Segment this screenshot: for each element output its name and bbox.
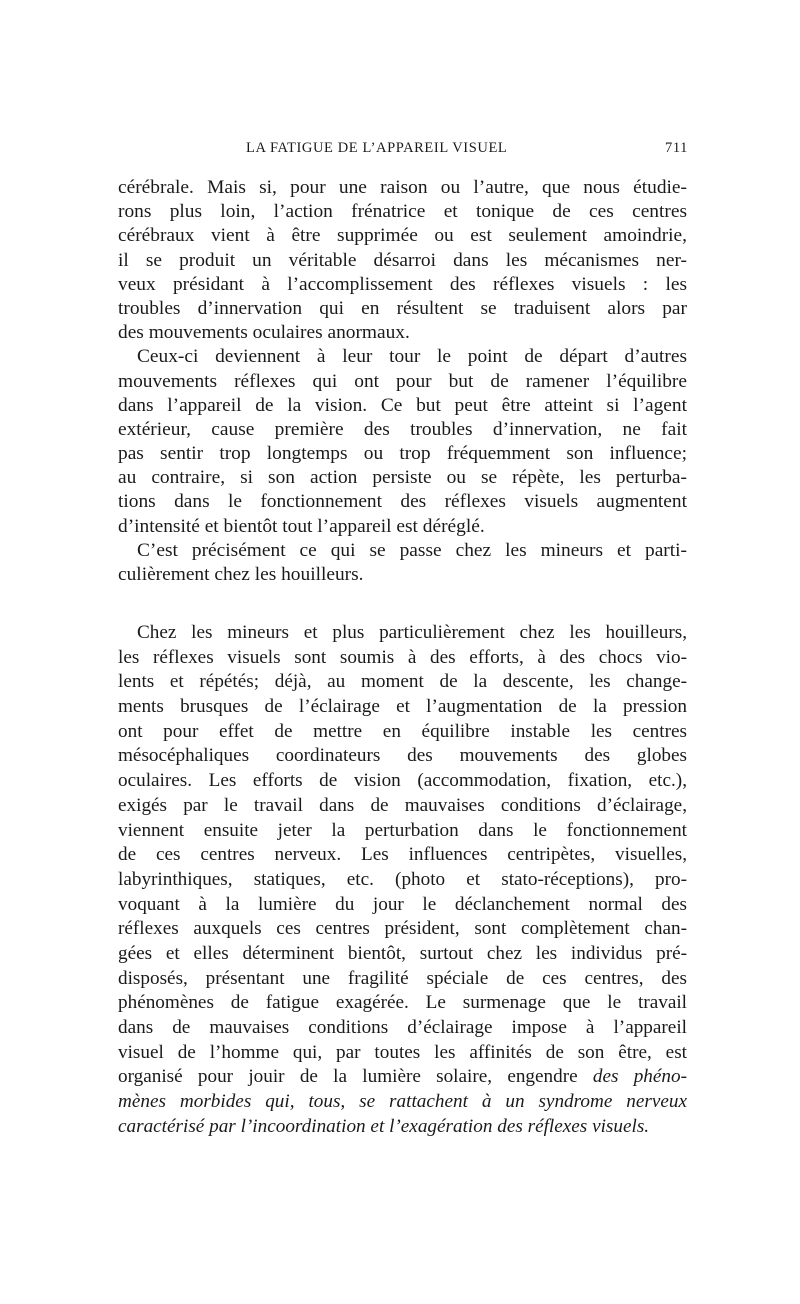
text-line-with-italic-tail [118,1065,687,1090]
text-line: labyrinthiques, statiques, etc. (photo et stato-réceptions), pro- [118,868,687,890]
paragraph-block-1 [118,176,687,587]
text-line: ont pour effet de mettre en équilibre instable les centres [118,720,687,742]
text-line: mouvements réflexes qui ont pour but de ramener l’équilibre [118,370,687,392]
text-line: rons plus loin, l’action frénatrice et tonique de ces centres [118,201,687,223]
text-line: au contraire, si son action persiste ou se répète, les perturba- [118,467,687,489]
text-line: dans l’appareil de la vision. Ce but peut être atteint si l’agent [118,394,687,416]
text-line: réflexes auxquels ces centres président, sont complètement chan- [118,918,687,940]
text-line: tions dans le fonctionnement des réflexes visuels augmentent [118,491,687,513]
text-line: C’est précisément ce qui se passe chez les mineurs et parti- [137,539,687,561]
roman-text: organisé pour jouir de la lumière solaire, engendre [118,1066,578,1088]
italic-text-line: mènes morbides qui, tous, se rattachent à un syndrome nerveux [118,1091,687,1113]
text-line: des mouvements oculaires anormaux. [118,322,410,344]
text-line: de ces centres nerveux. Les influences centripètes, visuelles, [118,844,687,866]
text-line: extérieur, cause première des troubles d’innervation, ne fait [118,418,687,440]
text-line: culièrement chez les houilleurs. [118,564,364,585]
text-line: Chez les mineurs et plus particulièrement chez les houilleurs, [137,622,687,643]
paragraph-block-2 [118,621,687,1139]
text-line: troubles d’innervation qui en résultent se traduisent alors par [118,297,687,319]
text-line: les réflexes visuels sont soumis à des efforts, à des chocs vio- [118,646,687,668]
text-line: Ceux-ci deviennent à leur tour le point de départ d’autres [137,346,687,368]
italic-text: des phéno- [592,1066,687,1088]
text-line: cérébrale. Mais si, pour une raison ou l’autre, que nous étudie- [118,177,687,198]
text-line: pas sentir trop longtemps ou trop fréquemment son influence; [118,443,687,465]
text-line: cérébraux vient à être supprimée ou est seulement amoindrie, [118,225,687,247]
text-line: oculaires. Les efforts de vision (accommodation, fixation, etc.), [118,770,687,792]
running-title: LA FATIGUE DE L’APPAREIL VISUEL [246,140,508,156]
text-line: dans de mauvaises conditions d’éclairage impose à l’appareil [118,1017,687,1038]
text-line: phénomènes de fatigue exagérée. Le surmenage que le travail [118,992,687,1014]
text-line: lents et répétés; déjà, au moment de la descente, les change- [118,671,687,693]
text-line: voquant à la lumière du jour le déclanchement normal des [118,893,687,915]
text-line: visuel de l’homme qui, par toutes les affinités de son être, est [118,1041,687,1063]
text-line: mésocéphaliques coordinateurs des mouvements des globes [118,745,687,767]
text-line: ments brusques de l’éclairage et l’augmentation de la pression [118,696,687,718]
page-number: 711 [664,140,688,156]
text-line: gées et elles déterminent bientôt, surtout chez les individus pré- [118,942,687,964]
text-line: d’intensité et bientôt tout l’appareil est déréglé. [118,515,485,537]
running-head [118,140,690,162]
text-line: veux présidant à l’accomplissement des réflexes visuels : les [118,273,687,295]
text-line: exigés par le travail dans de mauvaises conditions d’éclairage, [118,794,687,816]
italic-text-line: caractérisé par l’incoordination et l’exagération des réflexes visuels. [118,1115,650,1137]
text-line: il se produit un véritable désarroi dans les mécanismes ner- [118,249,687,271]
text-line: viennent ensuite jeter la perturbation dans le fonctionnement [118,819,687,841]
text-line: disposés, présentant une fragilité spéciale de ces centres, des [118,967,687,989]
